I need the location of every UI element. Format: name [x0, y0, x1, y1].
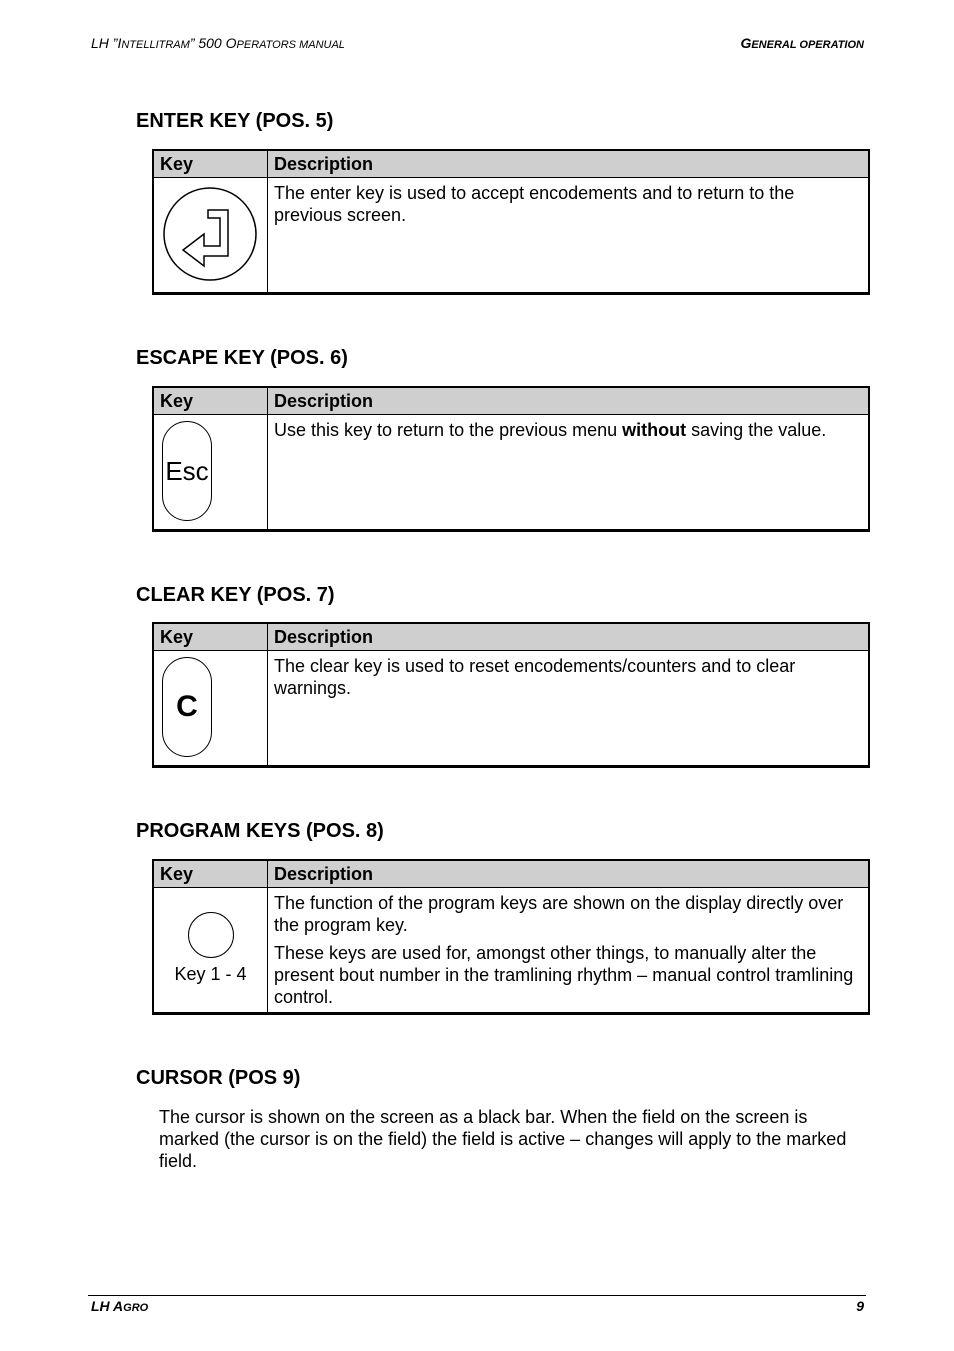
column-header-description: Description: [268, 623, 870, 651]
section-title-clear-key: CLEAR KEY (POS. 7): [136, 584, 335, 606]
key-cell: [153, 415, 268, 531]
escape-key-table: [152, 386, 870, 532]
clear-key-table: [152, 622, 870, 768]
escape-key-label: Esc: [165, 455, 209, 486]
column-header-key: Key: [153, 860, 268, 888]
key-cell: [153, 178, 268, 294]
column-header-key: Key: [153, 387, 268, 415]
column-header-description: Description: [268, 150, 870, 178]
escape-key-icon: [162, 421, 212, 521]
key-cell: [153, 651, 268, 767]
section-title-program-keys: PROGRAM KEYS (POS. 8): [136, 820, 384, 842]
column-header-key: Key: [153, 623, 268, 651]
program-key-label: Key 1 - 4: [174, 964, 247, 984]
column-header-key: Key: [153, 150, 268, 178]
description-cell: [268, 888, 870, 1014]
section-title-escape-key: ESCAPE KEY (POS. 6): [136, 347, 348, 369]
column-header-description: Description: [268, 387, 870, 415]
program-key-group: [154, 888, 267, 985]
key-cell: [153, 888, 268, 1014]
column-header-description: Description: [268, 860, 870, 888]
clear-key-description: The clear key is used to reset encodements/counters and to clear warnings.: [274, 656, 796, 698]
footer-company: LH AGRO: [91, 1298, 149, 1314]
program-key-description-1: The function of the program keys are shown on the display directly over the program key.: [274, 893, 844, 935]
description-cell: [268, 415, 870, 531]
description-cell: [268, 178, 870, 294]
program-key-icon: [188, 912, 234, 958]
running-header-left: LH ”INTELLITRAM” 500 OPERATORS MANUAL: [91, 35, 345, 51]
section-title-enter-key: ENTER KEY (POS. 5): [136, 110, 334, 132]
clear-key-icon: [162, 657, 212, 757]
description-cell: [268, 651, 870, 767]
page-number: 9: [856, 1298, 864, 1314]
footer-divider: [88, 1295, 866, 1296]
program-keys-table: [152, 859, 870, 1015]
clear-key-label: C: [176, 690, 198, 723]
enter-key-icon: [162, 186, 262, 286]
section-title-cursor: CURSOR (POS 9): [136, 1067, 301, 1089]
escape-key-description: Use this key to return to the previous menu without saving the value.: [274, 420, 827, 440]
cursor-description: The cursor is shown on the screen as a black bar. When the field on the screen is marked (the cursor is on the field) the field is active – changes will apply to the marked field.: [159, 1107, 847, 1171]
running-header-right: GENERAL OPERATION: [740, 35, 864, 51]
program-key-description-2: These keys are used for, amongst other things, to manually alter the present bout number in the tramlining rhythm – manual control tramlining control.: [274, 943, 854, 1007]
enter-key-description: The enter key is used to accept encodements and to return to the previous screen.: [274, 183, 795, 225]
enter-key-table: [152, 149, 870, 295]
